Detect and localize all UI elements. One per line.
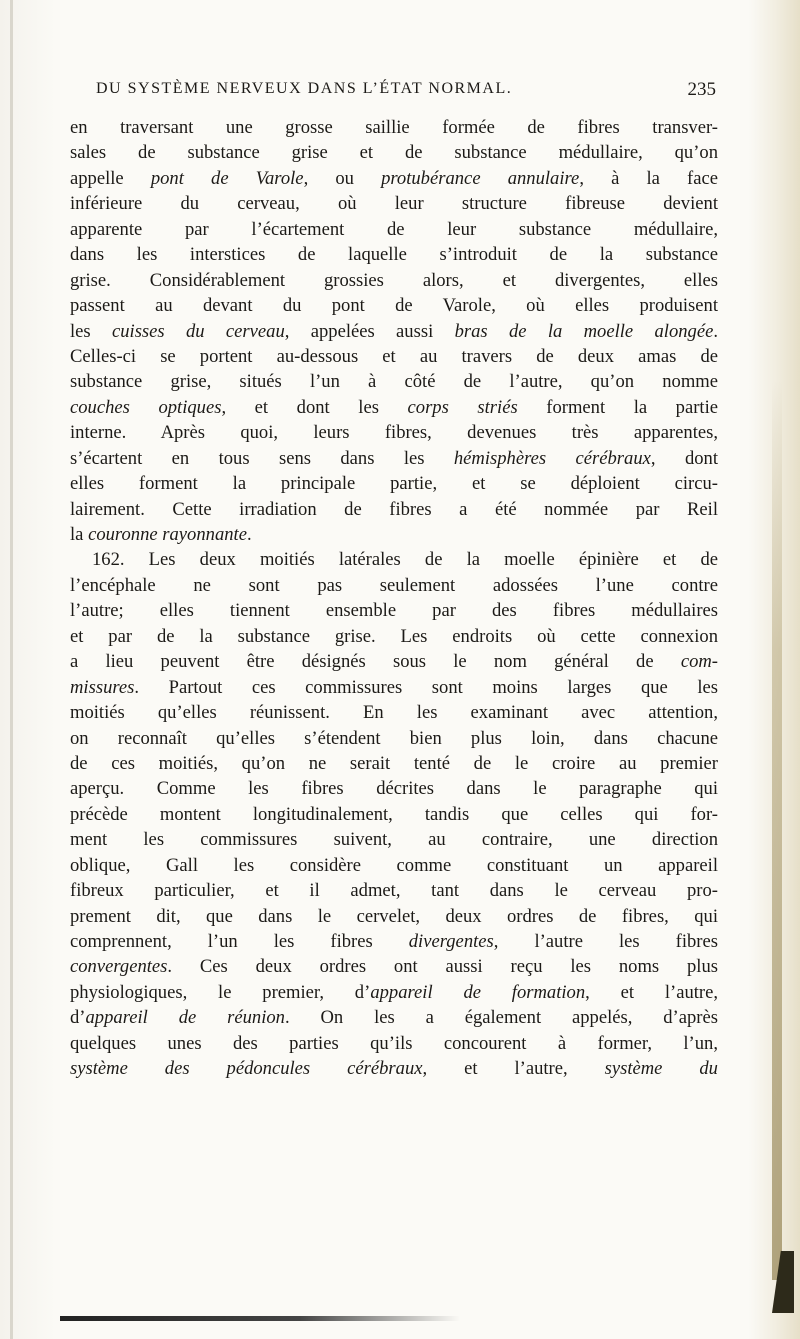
italic-term: cuisses du cerveau [111, 320, 285, 342]
text-run: . Partout ces commissures sont moins larges que les [134, 676, 718, 698]
text-run: s’écartent en tous sens dans les [70, 447, 454, 469]
text-line [70, 471, 718, 496]
text-run: appelle [70, 167, 151, 189]
text-line [70, 293, 718, 318]
italic-term: divergentes [408, 931, 494, 952]
page-edge-shadow [772, 380, 782, 1280]
text-run: précède montent longitudinalement, tandis que celles qui for- [70, 803, 718, 825]
text-line [70, 217, 718, 242]
text-run: comprennent, l’un les fibres [70, 931, 409, 952]
text-run: substance grise, situés l’un à côté de l’autre, qu’on nomme [70, 371, 718, 393]
body-text [70, 115, 718, 1082]
binding-edge [10, 0, 13, 1339]
page-gutter [0, 0, 56, 1339]
page-number: 235 [687, 79, 716, 100]
text-line [70, 675, 718, 700]
italic-term: corps striés [407, 396, 518, 418]
text-line [70, 166, 718, 191]
italic-term: com- [680, 651, 718, 673]
text-run: lairement. Cette irradiation de fibres a été nommée par Reil [70, 498, 718, 520]
text-run: on reconnaît qu’elles s’étendent bien plus loin, dans chacune [70, 727, 718, 749]
text-run: , et l’autre, [585, 981, 718, 1003]
text-run: en traversant une grosse saillie formée de fibres transver- [70, 117, 718, 138]
text-line [70, 420, 718, 445]
text-line [70, 624, 718, 649]
text-line [70, 446, 718, 471]
text-line [70, 700, 718, 725]
text-line [70, 191, 718, 216]
text-line [70, 726, 718, 751]
text-line [70, 954, 718, 979]
text-run: moitiés qu’elles réunissent. En les examinant avec attention, [70, 702, 718, 724]
text-run: , l’autre les fibres [493, 931, 718, 952]
running-header [96, 80, 716, 104]
text-run: . Ces deux ordres ont aussi reçu les noms plus [167, 956, 718, 978]
text-line [70, 497, 718, 522]
text-run: aperçu. Comme les fibres décrites dans le paragraphe qui [70, 778, 718, 800]
text-line [70, 649, 718, 674]
text-run: inférieure du cerveau, où leur structure fibreuse devient [70, 193, 718, 215]
text-run: elles forment la principale partie, et se déploient circu- [70, 473, 718, 495]
text-run: . [713, 320, 718, 342]
text-run: la [70, 524, 89, 545]
text-run: oblique, Gall les considère comme constituant un appareil [70, 854, 718, 876]
italic-term: couronne rayonnante [88, 524, 247, 545]
text-run: prement dit, que dans le cervelet, deux ordres de fibres, qui [70, 905, 718, 927]
text-run: dans les interstices de laquelle s’introduit de la substance [70, 244, 718, 266]
text-line [70, 242, 718, 267]
text-line [70, 598, 718, 623]
text-line [70, 1056, 718, 1081]
text-line [70, 980, 718, 1005]
text-run: . On les a également appelés, d’après [284, 1007, 718, 1029]
text-run: les [70, 320, 112, 342]
text-line [70, 319, 718, 344]
text-run: Celles-ci se portent au-dessous et au travers de deux amas de [70, 345, 718, 367]
text-line [70, 268, 718, 293]
text-run: fibreux particulier, et il admet, tant dans le cerveau pro- [70, 880, 718, 902]
text-run: passent au devant du pont de Varole, où elles produisent [70, 295, 718, 317]
text-line [70, 369, 718, 394]
text-run: sales de substance grise et de substance médullaire, qu’on [70, 142, 718, 164]
italic-term: système des pédoncules cérébraux [70, 1058, 423, 1080]
text-run: apparente par l’écartement de leur substance médullaire, [70, 218, 718, 240]
text-line [70, 827, 718, 852]
text-line [70, 573, 718, 598]
text-line [70, 751, 718, 776]
text-run: l’autre; elles tiennent ensemble par des fibres médullaires [70, 600, 718, 622]
text-line [70, 878, 718, 903]
text-line [70, 802, 718, 827]
italic-term: système du [604, 1058, 718, 1080]
text-line [70, 904, 718, 929]
text-run: forment la partie [517, 396, 718, 418]
text-line [70, 1005, 718, 1030]
text-run: 162. Les deux moitiés latérales de la moelle épinière et de [92, 549, 718, 571]
text-line [70, 395, 718, 420]
text-line [70, 115, 718, 140]
text-run: quelques unes des parties qu’ils concourent à former, l’un, [70, 1032, 718, 1054]
text-line [70, 547, 718, 572]
italic-term: pont de Varole [150, 167, 304, 189]
text-run: , et l’autre, [422, 1058, 605, 1080]
text-run: , ou [303, 167, 382, 189]
text-line [70, 140, 718, 165]
italic-term: appareil de réunion [85, 1007, 285, 1029]
text-run: grise. Considérablement grossies alors, et divergentes, elles [70, 269, 718, 291]
text-run: l’encéphale ne sont pas seulement adossées l’une contre [70, 574, 718, 596]
text-line [70, 1031, 718, 1056]
text-run: interne. Après quoi, leurs fibres, devenues très apparentes, [70, 422, 718, 444]
text-run: a lieu peuvent être désignés sous le nom général de [70, 651, 681, 673]
text-line [70, 344, 718, 369]
text-run: , appelées aussi [284, 320, 455, 342]
text-run: ment les commissures suivent, au contraire, une direction [70, 829, 718, 851]
text-run: , à la face [579, 167, 718, 189]
text-line [70, 929, 718, 954]
italic-term: convergentes [70, 956, 168, 978]
bottom-edge-strip [60, 1316, 460, 1321]
italic-term: missures [70, 676, 135, 698]
italic-term: couches optiques [70, 396, 222, 418]
running-head-title: DU SYSTÈME NERVEUX DANS L’ÉTAT NORMAL. [96, 80, 513, 97]
text-run: , dont [650, 447, 718, 469]
text-line [70, 522, 718, 547]
italic-term: hémisphères cérébraux [453, 447, 651, 469]
italic-term: appareil de formation [370, 981, 586, 1003]
text-run: , et dont les [221, 396, 408, 418]
text-run: . [246, 524, 252, 545]
text-line [70, 853, 718, 878]
text-line [70, 776, 718, 801]
text-run: et par de la substance grise. Les endroits où cette connexion [70, 625, 718, 647]
italic-term: protubérance annulaire [381, 167, 580, 189]
text-run: d’ [70, 1007, 86, 1029]
italic-term: bras de la moelle alongée [454, 320, 714, 342]
text-run: physiologiques, le premier, d’ [70, 981, 371, 1003]
text-run: de ces moitiés, qu’on ne serait tenté de le croire au premier [70, 752, 718, 774]
